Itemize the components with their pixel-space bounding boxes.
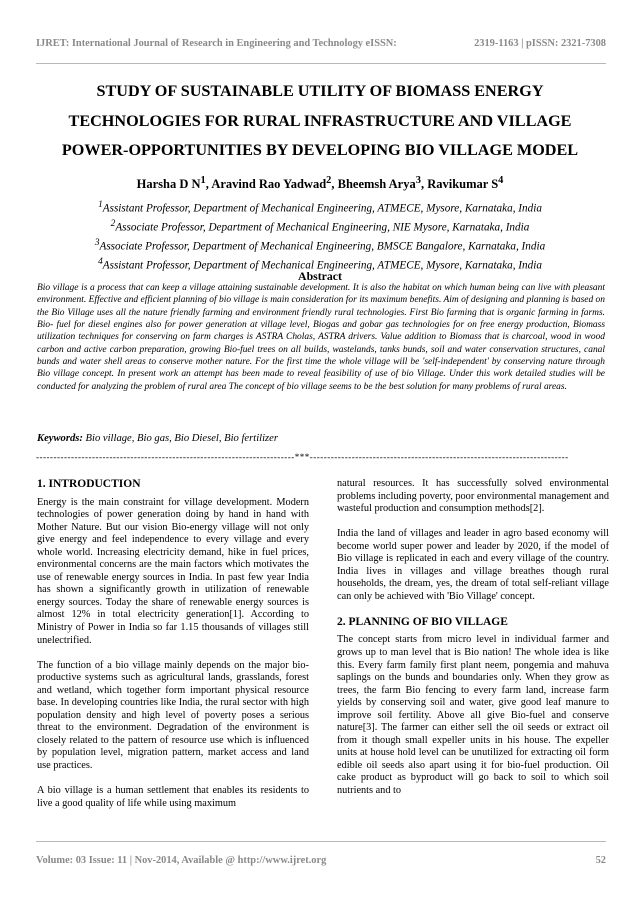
abstract-text: Bio village is a process that can keep a village attaining sustainable development. It is also the habitat on which human being can live with pleasant environment. Effective and efficient planning of bio village is main consideration for its maximum benefits. Aim of designing and planning is based on the Bio Village uses all the nature friendly farming and environment friendly rural technologies. First Bio farming that is organic farming in farms. Bio- fuel for diesel engines also for power generation at village level, Biogas and gobar gas technologies for on free energy production, Biomass utilization techniques for conserving on farm charges is ASTRA Cholas, ASTRA drivers. Value addition to Biomass that is charcoal, wood in wood carbon and active carbon preparation, growing Bio-fuel trees on all builds, wastelands, tanks bunds, soil and water conservation structures, canal bunds and water shell areas to conserve mother nature. For the first time the whole village will be 'self-independent' by conserving nature through Bio village concept. In present work an attempt has been made to reveal feasibility of use of bio Village. Under this work detailed studies will be conducted for analyzing the problem of rural area The concept of bio village seems to be the best solution for many problems of rural areas. (37, 283, 605, 392)
author-sup: 3 (415, 175, 421, 186)
author-name: Aravind Rao Yadwad (211, 177, 327, 192)
left-column (37, 478, 309, 823)
section-heading: 1. INTRODUCTION (37, 478, 141, 490)
author-name: Harsha D N (136, 177, 201, 192)
affiliation: $^4$Assistant Professor, Department of Mechanical Engineering, ATMECE, Mysore, Karnataka, India (98, 256, 542, 272)
paragraph: natural resources. It has successfully solved environmental problems including poverty, poor environmental management and wasteful production and consumption methods[2]. (337, 478, 609, 515)
paper-title (30, 77, 610, 166)
affiliation: $^2$Associate Professor, Department of Mechanical Engineering, NIE Mysore, Karnataka, India (110, 218, 530, 234)
header-rule (36, 63, 606, 64)
author-sup: 4 (498, 175, 504, 186)
journal-name: IJRET: International Journal of Research in Engineering and Technology eISSN: (36, 38, 397, 49)
keywords-list: Bio village, Bio gas, Bio Diesel, Bio fertilizer (82, 433, 278, 444)
author-name: Ravikumar S (427, 177, 499, 192)
author-name: Bheemsh Arya (337, 177, 416, 192)
paragraph: Energy is the main constraint for village development. Modern technologies of power generation doing by hand in hand with Mother Nature. But our vision Bio-energy village will not only give energy and feel independence to every village and every whole world. Increasing electricity demand, hike in fuel prices, environmental concerns are the main factors which motivates the use of renewable energy sources in India. In past few year India has shown a significantly growth in utilization of renewable energy sources. Today the share of renewable energy sources is almost 12% in total electricity generation[1]. According to Ministry of Power in India so far 1.15 thousands of villages still unelectrified. (37, 496, 309, 646)
page-footer (36, 855, 606, 866)
volume-info: Volume: 03 Issue: 11 | Nov-2014, Available @ (36, 855, 238, 866)
page-number: 52 (595, 855, 606, 866)
issn: 2319-1163 | pISSN: 2321-7308 (474, 38, 606, 49)
author-sup: 2 (326, 175, 332, 186)
keywords-label: Keywords: (37, 433, 83, 444)
title-line: STUDY OF SUSTAINABLE UTILITY OF BIOMASS ENERGY (96, 82, 544, 100)
affiliations (30, 198, 610, 274)
section-separator: --------------------------------------------------------------------------***-------------------------------------------------------------------------- (36, 452, 569, 462)
abstract-heading: Abstract (298, 269, 342, 283)
affiliation: $^1$Assistant Professor, Department of Mechanical Engineering, ATMECE, Mysore, Karnataka, India (98, 200, 542, 215)
title-line: POWER-OPPORTUNITIES BY DEVELOPING BIO VILLAGE MODEL (61, 141, 579, 159)
paragraph: A bio village is a human settlement that enables its residents to live a good quality of life while using maximum (37, 785, 309, 809)
title-line: TECHNOLOGIES FOR RURAL INFRASTRUCTURE AND VILLAGE (68, 111, 572, 130)
right-column (337, 478, 609, 810)
affiliation: $^3$Associate Professor, Department of Mechanical Engineering, BMSCE Bangalore, Karnataka, India (94, 237, 546, 253)
paragraph: The concept starts from micro level in individual farmer and grows up to man level that is Bio nation! The whole idea is like this. Every farm family first plant neem, pongemia and mahuva saplings on the bunds and boundaries only. When they grow as trees, the farm Bio fencing to every farm land, increase farm yields by conserving soil and water, give good leaf manure to improve soil fertility. Above all give Bio-fuel and conserve nature[3]. The farmer can either sell the oil seeds or extract oil from it though small expeller units in his house. The expeller units at house hold level can be unutilized for extracting oil form edible oil seeds also apart using it for bio-fuel production. Oil cake product as byproduct will go back to soil to which soil nutrients and to (337, 634, 609, 797)
keywords (37, 433, 605, 444)
journal-header (36, 38, 606, 49)
paragraph: India the land of villages and leader in agro based economy will become world super power and leader by 2020, if the model of Bio village is replicated in each and every village of the country. India lives in villages and village breathes though rural households, the dream, yes, the dream of total self-reliant village can only be achieved with 'Bio Village' concept. (337, 528, 609, 602)
journal-link[interactable]: http://www.ijret.org (237, 855, 327, 866)
footer-rule (36, 841, 606, 842)
paragraph: The function of a bio village mainly depends on the major bio-productive systems such as agricultural lands, grasslands, forest and wetland, which together form important physical resource base. In developing countries like India, the rural sector with high population density and high level of poverty poses a serious threat to the environment. Degradation of the environment is closely related to the pattern of resource use which is influenced by population level, migration pattern, market access and land use practices. (37, 659, 309, 771)
section-heading: 2. PLANNING OF BIO VILLAGE (337, 615, 508, 628)
author-list: Harsha D $N^1$, Aravind Rao Yadwad$^2$, Bheemsh Arya$^3$, Ravikumar $S^4$ (136, 175, 504, 192)
author-sup: 1 (200, 175, 206, 186)
